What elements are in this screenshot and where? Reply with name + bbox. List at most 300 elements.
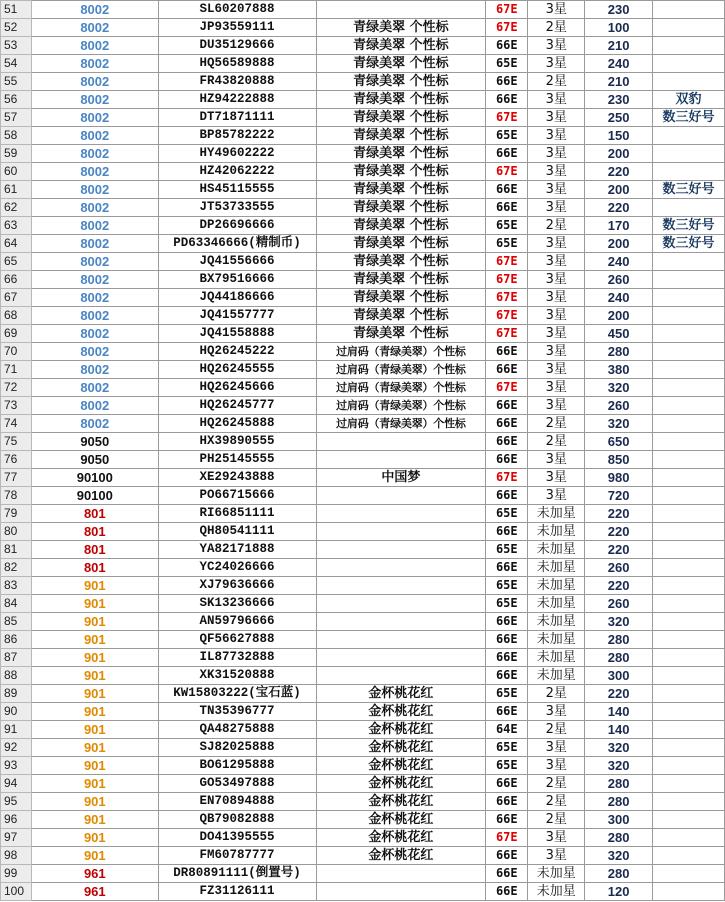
series-cell[interactable] — [316, 1, 486, 19]
price-cell[interactable]: 220 — [585, 685, 653, 703]
price-cell[interactable]: 320 — [585, 415, 653, 433]
serial-cell[interactable]: JQ44186666 — [158, 289, 316, 307]
category-cell[interactable]: 901 — [31, 757, 158, 775]
price-cell[interactable]: 650 — [585, 433, 653, 451]
series-cell[interactable]: 青绿美翠 个性标 — [316, 271, 486, 289]
price-cell[interactable]: 200 — [585, 235, 653, 253]
star-cell[interactable]: 2星 — [528, 415, 585, 433]
note-cell[interactable] — [653, 55, 725, 73]
version-cell[interactable]: 65E — [486, 505, 528, 523]
version-cell[interactable]: 67E — [486, 19, 528, 37]
price-cell[interactable]: 140 — [585, 721, 653, 739]
serial-cell[interactable]: KW15803222(宝石蓝) — [158, 685, 316, 703]
note-cell[interactable] — [653, 793, 725, 811]
star-cell[interactable]: 3星 — [528, 253, 585, 271]
version-cell[interactable]: 65E — [486, 235, 528, 253]
note-cell[interactable] — [653, 703, 725, 721]
serial-cell[interactable]: QH80541111 — [158, 523, 316, 541]
star-cell[interactable]: 3星 — [528, 145, 585, 163]
price-cell[interactable]: 250 — [585, 109, 653, 127]
note-cell[interactable] — [653, 379, 725, 397]
serial-cell[interactable]: FM60787777 — [158, 847, 316, 865]
category-cell[interactable]: 8002 — [31, 19, 158, 37]
category-cell[interactable]: 8002 — [31, 91, 158, 109]
price-cell[interactable]: 200 — [585, 181, 653, 199]
series-cell[interactable]: 青绿美翠 个性标 — [316, 109, 486, 127]
serial-cell[interactable]: XE29243888 — [158, 469, 316, 487]
price-cell[interactable]: 300 — [585, 667, 653, 685]
star-cell[interactable]: 3星 — [528, 379, 585, 397]
category-cell[interactable]: 8002 — [31, 415, 158, 433]
series-cell[interactable] — [316, 487, 486, 505]
version-cell[interactable]: 66E — [486, 847, 528, 865]
note-cell[interactable] — [653, 37, 725, 55]
serial-cell[interactable]: RI66851111 — [158, 505, 316, 523]
series-cell[interactable]: 青绿美翠 个性标 — [316, 73, 486, 91]
serial-cell[interactable]: XJ79636666 — [158, 577, 316, 595]
note-cell[interactable] — [653, 397, 725, 415]
price-cell[interactable]: 720 — [585, 487, 653, 505]
series-cell[interactable]: 青绿美翠 个性标 — [316, 19, 486, 37]
note-cell[interactable] — [653, 721, 725, 739]
price-cell[interactable]: 280 — [585, 649, 653, 667]
category-cell[interactable]: 901 — [31, 721, 158, 739]
row-number-cell[interactable]: 53 — [1, 37, 32, 55]
price-cell[interactable]: 450 — [585, 325, 653, 343]
series-cell[interactable]: 青绿美翠 个性标 — [316, 253, 486, 271]
series-cell[interactable]: 青绿美翠 个性标 — [316, 217, 486, 235]
star-cell[interactable]: 3星 — [528, 127, 585, 145]
row-number-cell[interactable]: 90 — [1, 703, 32, 721]
row-number-cell[interactable]: 93 — [1, 757, 32, 775]
price-cell[interactable]: 120 — [585, 883, 653, 901]
star-cell[interactable]: 3星 — [528, 325, 585, 343]
row-number-cell[interactable]: 61 — [1, 181, 32, 199]
category-cell[interactable]: 8002 — [31, 307, 158, 325]
version-cell[interactable]: 65E — [486, 757, 528, 775]
series-cell[interactable]: 青绿美翠 个性标 — [316, 199, 486, 217]
price-cell[interactable]: 320 — [585, 757, 653, 775]
row-number-cell[interactable]: 84 — [1, 595, 32, 613]
series-cell[interactable]: 金杯桃花红 — [316, 793, 486, 811]
category-cell[interactable]: 8002 — [31, 253, 158, 271]
price-cell[interactable]: 260 — [585, 271, 653, 289]
row-number-cell[interactable]: 55 — [1, 73, 32, 91]
price-cell[interactable]: 220 — [585, 199, 653, 217]
version-cell[interactable]: 66E — [486, 703, 528, 721]
serial-cell[interactable]: XK31520888 — [158, 667, 316, 685]
series-cell[interactable]: 青绿美翠 个性标 — [316, 289, 486, 307]
serial-cell[interactable]: DO41395555 — [158, 829, 316, 847]
category-cell[interactable]: 8002 — [31, 361, 158, 379]
serial-cell[interactable]: QB79082888 — [158, 811, 316, 829]
star-cell[interactable]: 2星 — [528, 793, 585, 811]
star-cell[interactable]: 3星 — [528, 703, 585, 721]
serial-cell[interactable]: HY49602222 — [158, 145, 316, 163]
serial-cell[interactable]: AN59796666 — [158, 613, 316, 631]
price-cell[interactable]: 230 — [585, 91, 653, 109]
serial-cell[interactable]: HQ56589888 — [158, 55, 316, 73]
star-cell[interactable]: 未加星 — [528, 559, 585, 577]
series-cell[interactable]: 过肩码（青绿美翠）个性标 — [316, 343, 486, 361]
version-cell[interactable]: 66E — [486, 451, 528, 469]
note-cell[interactable] — [653, 127, 725, 145]
series-cell[interactable]: 青绿美翠 个性标 — [316, 91, 486, 109]
series-cell[interactable]: 青绿美翠 个性标 — [316, 55, 486, 73]
row-number-cell[interactable]: 63 — [1, 217, 32, 235]
serial-cell[interactable]: HZ94222888 — [158, 91, 316, 109]
version-cell[interactable]: 66E — [486, 613, 528, 631]
star-cell[interactable]: 3星 — [528, 343, 585, 361]
version-cell[interactable]: 67E — [486, 289, 528, 307]
category-cell[interactable]: 801 — [31, 523, 158, 541]
serial-cell[interactable]: HX39890555 — [158, 433, 316, 451]
note-cell[interactable] — [653, 163, 725, 181]
version-cell[interactable]: 66E — [486, 181, 528, 199]
version-cell[interactable]: 66E — [486, 73, 528, 91]
serial-cell[interactable]: DP26696666 — [158, 217, 316, 235]
star-cell[interactable]: 3星 — [528, 307, 585, 325]
price-cell[interactable]: 220 — [585, 523, 653, 541]
serial-cell[interactable]: JQ41558888 — [158, 325, 316, 343]
category-cell[interactable]: 9050 — [31, 451, 158, 469]
version-cell[interactable]: 66E — [486, 361, 528, 379]
note-cell[interactable] — [653, 73, 725, 91]
series-cell[interactable]: 中国梦 — [316, 469, 486, 487]
row-number-cell[interactable]: 75 — [1, 433, 32, 451]
star-cell[interactable]: 3星 — [528, 271, 585, 289]
series-cell[interactable]: 金杯桃花红 — [316, 757, 486, 775]
series-cell[interactable] — [316, 865, 486, 883]
series-cell[interactable] — [316, 631, 486, 649]
version-cell[interactable]: 66E — [486, 433, 528, 451]
note-cell[interactable] — [653, 577, 725, 595]
star-cell[interactable]: 3星 — [528, 109, 585, 127]
series-cell[interactable] — [316, 451, 486, 469]
category-cell[interactable]: 8002 — [31, 73, 158, 91]
note-cell[interactable] — [653, 523, 725, 541]
row-number-cell[interactable]: 86 — [1, 631, 32, 649]
star-cell[interactable]: 3星 — [528, 829, 585, 847]
serial-cell[interactable]: HQ26245777 — [158, 397, 316, 415]
price-cell[interactable]: 980 — [585, 469, 653, 487]
price-cell[interactable]: 260 — [585, 595, 653, 613]
star-cell[interactable]: 2星 — [528, 19, 585, 37]
version-cell[interactable]: 67E — [486, 1, 528, 19]
note-cell[interactable] — [653, 613, 725, 631]
version-cell[interactable]: 65E — [486, 577, 528, 595]
note-cell[interactable]: 数三好号 — [653, 217, 725, 235]
row-number-cell[interactable]: 65 — [1, 253, 32, 271]
category-cell[interactable]: 8002 — [31, 397, 158, 415]
series-cell[interactable]: 过肩码（青绿美翠）个性标 — [316, 397, 486, 415]
price-cell[interactable]: 140 — [585, 703, 653, 721]
category-cell[interactable]: 901 — [31, 595, 158, 613]
price-cell[interactable]: 220 — [585, 163, 653, 181]
row-number-cell[interactable]: 51 — [1, 1, 32, 19]
star-cell[interactable]: 2星 — [528, 721, 585, 739]
star-cell[interactable]: 未加星 — [528, 883, 585, 901]
series-cell[interactable]: 金杯桃花红 — [316, 847, 486, 865]
note-cell[interactable] — [653, 541, 725, 559]
price-cell[interactable]: 320 — [585, 613, 653, 631]
note-cell[interactable] — [653, 361, 725, 379]
version-cell[interactable]: 66E — [486, 145, 528, 163]
serial-cell[interactable]: BO61295888 — [158, 757, 316, 775]
category-cell[interactable]: 8002 — [31, 199, 158, 217]
version-cell[interactable]: 66E — [486, 415, 528, 433]
star-cell[interactable]: 未加星 — [528, 523, 585, 541]
category-cell[interactable]: 8002 — [31, 181, 158, 199]
category-cell[interactable]: 8002 — [31, 109, 158, 127]
note-cell[interactable] — [653, 271, 725, 289]
serial-cell[interactable]: JQ41557777 — [158, 307, 316, 325]
version-cell[interactable]: 66E — [486, 397, 528, 415]
category-cell[interactable]: 8002 — [31, 163, 158, 181]
series-cell[interactable]: 金杯桃花红 — [316, 739, 486, 757]
row-number-cell[interactable]: 79 — [1, 505, 32, 523]
price-cell[interactable]: 220 — [585, 541, 653, 559]
row-number-cell[interactable]: 67 — [1, 289, 32, 307]
series-cell[interactable]: 金杯桃花红 — [316, 775, 486, 793]
price-cell[interactable]: 240 — [585, 253, 653, 271]
row-number-cell[interactable]: 59 — [1, 145, 32, 163]
star-cell[interactable]: 3星 — [528, 487, 585, 505]
serial-cell[interactable]: HS45115555 — [158, 181, 316, 199]
row-number-cell[interactable]: 94 — [1, 775, 32, 793]
row-number-cell[interactable]: 62 — [1, 199, 32, 217]
serial-cell[interactable]: DU35129666 — [158, 37, 316, 55]
version-cell[interactable]: 66E — [486, 487, 528, 505]
row-number-cell[interactable]: 92 — [1, 739, 32, 757]
category-cell[interactable]: 801 — [31, 505, 158, 523]
price-cell[interactable]: 320 — [585, 739, 653, 757]
serial-cell[interactable]: BP85782222 — [158, 127, 316, 145]
row-number-cell[interactable]: 69 — [1, 325, 32, 343]
version-cell[interactable]: 67E — [486, 469, 528, 487]
row-number-cell[interactable]: 56 — [1, 91, 32, 109]
serial-cell[interactable]: DR80891111(倒置号) — [158, 865, 316, 883]
serial-cell[interactable]: SL60207888 — [158, 1, 316, 19]
price-cell[interactable]: 280 — [585, 793, 653, 811]
category-cell[interactable]: 901 — [31, 829, 158, 847]
price-cell[interactable]: 280 — [585, 631, 653, 649]
note-cell[interactable] — [653, 595, 725, 613]
note-cell[interactable] — [653, 253, 725, 271]
price-cell[interactable]: 150 — [585, 127, 653, 145]
series-cell[interactable]: 金杯桃花红 — [316, 685, 486, 703]
row-number-cell[interactable]: 60 — [1, 163, 32, 181]
category-cell[interactable]: 901 — [31, 739, 158, 757]
category-cell[interactable]: 90100 — [31, 469, 158, 487]
star-cell[interactable]: 3星 — [528, 37, 585, 55]
price-cell[interactable]: 260 — [585, 559, 653, 577]
category-cell[interactable]: 8002 — [31, 325, 158, 343]
category-cell[interactable]: 901 — [31, 649, 158, 667]
series-cell[interactable]: 过肩码（青绿美翠）个性标 — [316, 379, 486, 397]
version-cell[interactable]: 67E — [486, 307, 528, 325]
row-number-cell[interactable]: 58 — [1, 127, 32, 145]
star-cell[interactable]: 未加星 — [528, 613, 585, 631]
row-number-cell[interactable]: 52 — [1, 19, 32, 37]
note-cell[interactable] — [653, 685, 725, 703]
star-cell[interactable]: 3星 — [528, 847, 585, 865]
category-cell[interactable]: 8002 — [31, 145, 158, 163]
note-cell[interactable] — [653, 865, 725, 883]
category-cell[interactable]: 901 — [31, 577, 158, 595]
note-cell[interactable] — [653, 883, 725, 901]
price-cell[interactable]: 240 — [585, 289, 653, 307]
note-cell[interactable] — [653, 847, 725, 865]
series-cell[interactable] — [316, 595, 486, 613]
version-cell[interactable]: 65E — [486, 739, 528, 757]
serial-cell[interactable]: TN35396777 — [158, 703, 316, 721]
serial-cell[interactable]: HQ26245222 — [158, 343, 316, 361]
series-cell[interactable] — [316, 649, 486, 667]
note-cell[interactable]: 数三好号 — [653, 109, 725, 127]
version-cell[interactable]: 66E — [486, 811, 528, 829]
note-cell[interactable] — [653, 505, 725, 523]
category-cell[interactable]: 8002 — [31, 343, 158, 361]
series-cell[interactable]: 过肩码（青绿美翠）个性标 — [316, 415, 486, 433]
serial-cell[interactable]: BX79516666 — [158, 271, 316, 289]
row-number-cell[interactable]: 88 — [1, 667, 32, 685]
version-cell[interactable]: 66E — [486, 667, 528, 685]
version-cell[interactable]: 65E — [486, 127, 528, 145]
series-cell[interactable]: 青绿美翠 个性标 — [316, 181, 486, 199]
category-cell[interactable]: 8002 — [31, 271, 158, 289]
version-cell[interactable]: 66E — [486, 37, 528, 55]
version-cell[interactable]: 66E — [486, 649, 528, 667]
star-cell[interactable]: 3星 — [528, 451, 585, 469]
star-cell[interactable]: 3星 — [528, 163, 585, 181]
row-number-cell[interactable]: 76 — [1, 451, 32, 469]
price-cell[interactable]: 380 — [585, 361, 653, 379]
row-number-cell[interactable]: 97 — [1, 829, 32, 847]
star-cell[interactable]: 2星 — [528, 217, 585, 235]
row-number-cell[interactable]: 70 — [1, 343, 32, 361]
note-cell[interactable] — [653, 289, 725, 307]
star-cell[interactable]: 3星 — [528, 289, 585, 307]
row-number-cell[interactable]: 77 — [1, 469, 32, 487]
note-cell[interactable] — [653, 307, 725, 325]
category-cell[interactable]: 8002 — [31, 289, 158, 307]
star-cell[interactable]: 3星 — [528, 235, 585, 253]
row-number-cell[interactable]: 80 — [1, 523, 32, 541]
category-cell[interactable]: 901 — [31, 847, 158, 865]
serial-cell[interactable]: YC24026666 — [158, 559, 316, 577]
category-cell[interactable]: 901 — [31, 613, 158, 631]
series-cell[interactable] — [316, 667, 486, 685]
serial-cell[interactable]: SK13236666 — [158, 595, 316, 613]
series-cell[interactable]: 青绿美翠 个性标 — [316, 307, 486, 325]
serial-cell[interactable]: HQ26245888 — [158, 415, 316, 433]
serial-cell[interactable]: PO66715666 — [158, 487, 316, 505]
series-cell[interactable]: 青绿美翠 个性标 — [316, 37, 486, 55]
price-cell[interactable]: 260 — [585, 397, 653, 415]
row-number-cell[interactable]: 89 — [1, 685, 32, 703]
version-cell[interactable]: 64E — [486, 721, 528, 739]
category-cell[interactable]: 8002 — [31, 235, 158, 253]
price-cell[interactable]: 200 — [585, 307, 653, 325]
note-cell[interactable] — [653, 451, 725, 469]
star-cell[interactable]: 3星 — [528, 397, 585, 415]
note-cell[interactable] — [653, 1, 725, 19]
version-cell[interactable]: 66E — [486, 883, 528, 901]
price-cell[interactable]: 280 — [585, 865, 653, 883]
version-cell[interactable]: 65E — [486, 541, 528, 559]
version-cell[interactable]: 65E — [486, 685, 528, 703]
category-cell[interactable]: 961 — [31, 883, 158, 901]
note-cell[interactable] — [653, 415, 725, 433]
row-number-cell[interactable]: 87 — [1, 649, 32, 667]
row-number-cell[interactable]: 83 — [1, 577, 32, 595]
note-cell[interactable] — [653, 433, 725, 451]
note-cell[interactable] — [653, 649, 725, 667]
row-number-cell[interactable]: 91 — [1, 721, 32, 739]
note-cell[interactable] — [653, 667, 725, 685]
star-cell[interactable]: 3星 — [528, 199, 585, 217]
star-cell[interactable]: 未加星 — [528, 865, 585, 883]
star-cell[interactable]: 3星 — [528, 55, 585, 73]
note-cell[interactable] — [653, 829, 725, 847]
series-cell[interactable]: 金杯桃花红 — [316, 703, 486, 721]
serial-cell[interactable]: FZ31126111 — [158, 883, 316, 901]
price-cell[interactable]: 300 — [585, 811, 653, 829]
category-cell[interactable]: 8002 — [31, 37, 158, 55]
row-number-cell[interactable]: 74 — [1, 415, 32, 433]
series-cell[interactable]: 金杯桃花红 — [316, 829, 486, 847]
row-number-cell[interactable]: 99 — [1, 865, 32, 883]
version-cell[interactable]: 65E — [486, 55, 528, 73]
serial-cell[interactable]: DT71871111 — [158, 109, 316, 127]
price-cell[interactable]: 230 — [585, 1, 653, 19]
version-cell[interactable]: 66E — [486, 775, 528, 793]
note-cell[interactable] — [653, 757, 725, 775]
series-cell[interactable] — [316, 523, 486, 541]
note-cell[interactable] — [653, 631, 725, 649]
series-cell[interactable] — [316, 433, 486, 451]
row-number-cell[interactable]: 85 — [1, 613, 32, 631]
category-cell[interactable]: 8002 — [31, 379, 158, 397]
star-cell[interactable]: 3星 — [528, 91, 585, 109]
note-cell[interactable]: 数三好号 — [653, 181, 725, 199]
serial-cell[interactable]: YA82171888 — [158, 541, 316, 559]
version-cell[interactable]: 67E — [486, 379, 528, 397]
price-cell[interactable]: 220 — [585, 577, 653, 595]
price-cell[interactable]: 320 — [585, 847, 653, 865]
series-cell[interactable]: 青绿美翠 个性标 — [316, 145, 486, 163]
star-cell[interactable]: 2星 — [528, 73, 585, 91]
version-cell[interactable]: 67E — [486, 163, 528, 181]
version-cell[interactable]: 67E — [486, 253, 528, 271]
note-cell[interactable] — [653, 559, 725, 577]
price-cell[interactable]: 220 — [585, 505, 653, 523]
series-cell[interactable] — [316, 505, 486, 523]
serial-cell[interactable]: IL87732888 — [158, 649, 316, 667]
price-cell[interactable]: 210 — [585, 37, 653, 55]
note-cell[interactable] — [653, 775, 725, 793]
price-cell[interactable]: 280 — [585, 829, 653, 847]
category-cell[interactable]: 901 — [31, 793, 158, 811]
price-cell[interactable]: 210 — [585, 73, 653, 91]
price-cell[interactable]: 280 — [585, 343, 653, 361]
category-cell[interactable]: 901 — [31, 667, 158, 685]
series-cell[interactable] — [316, 541, 486, 559]
category-cell[interactable]: 901 — [31, 703, 158, 721]
series-cell[interactable] — [316, 559, 486, 577]
star-cell[interactable]: 未加星 — [528, 577, 585, 595]
